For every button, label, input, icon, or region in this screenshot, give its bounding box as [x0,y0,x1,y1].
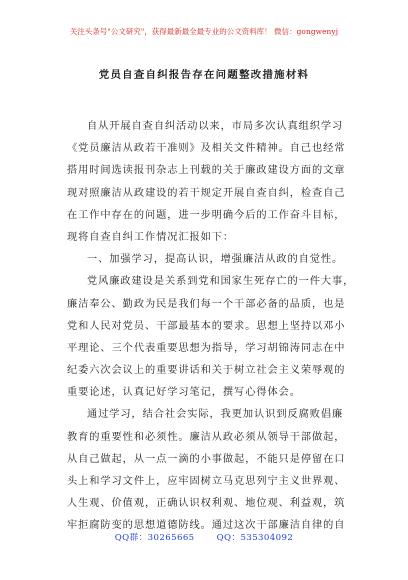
body-line-11: 平理论、三个代表重要思想为指导，学习胡锦涛同志在中 [67,342,346,354]
body-line-12: 纪委六次会议上的重要讲话和关于树立社会主义荣辱观的 [67,365,346,377]
section-heading-1: 一、加强学习，提高认识，增强廉洁从政的自觉性。 [87,254,344,266]
body-line-19: 牢拒腐防变的思想道德防线。通过这次干部廉洁自律的自 [67,520,346,532]
body-line-1: 自从开展自查自纠活动以来，市局多次认真组织学习 [87,121,344,132]
qq-group-number: 30265665 [147,533,195,543]
body-line-13: 重要论述，认真记好学习笔记，撰写心得体会。 [67,387,301,399]
qq-number: 535304092 [240,533,294,543]
body-line-6: 现将自查自纠工作情况汇报如下： [67,231,235,243]
document-title: 党员自查自纠报告存在问题整改措施材料 [98,69,310,81]
footer-contact [0,531,408,543]
body-line-8: 党风廉政建设是关系到党和国家生死存亡的一件大事， [87,276,355,288]
body-line-9: 廉洁奉公、勤政为民是我们每一个干部必备的品质，也是 [67,298,346,310]
body-line-10: 党和人民对党员、干部最基本的要求。思想上坚持以邓小 [67,320,346,332]
body-line-15: 教育的重要性和必须性。廉洁从政必须从领导干部做起， [67,431,346,443]
body-line-4: 现对照廉洁从政建设的若干规定开展自查自纠，检查自己 [67,187,346,199]
document-body [67,116,357,538]
body-line-2: 《党员廉洁从政若干准则》及相关文件精神。自己也经常 [67,143,346,155]
body-line-16: 从自己做起，从一点一滴的小事做起，不能只是停留在口 [67,453,346,465]
body-line-17: 头上和学习文件上，应牢固树立马克思列宁主义世界观、 [67,476,346,487]
body-line-5: 在工作中存在的问题，进一步明确今后的工作奋斗目标， [67,209,346,221]
qq-group-label: QQ群： [114,533,148,543]
qq-label: QQ： [216,533,241,543]
body-line-14: 通过学习，结合社会实际，我更加认识到反腐败倡廉 [87,409,344,421]
header-promo-note: 关注头条号"公文研究"，获得最新最全最专业的公文资料库！ 微信：gongwenyj [69,27,339,36]
body-line-3: 搭用时间选读报刊杂志上刊载的关于廉政建设方面的文章 [67,165,346,177]
body-line-18: 人生观、价值观，正确认识权利观、地位观、利益观，筑 [67,498,346,510]
